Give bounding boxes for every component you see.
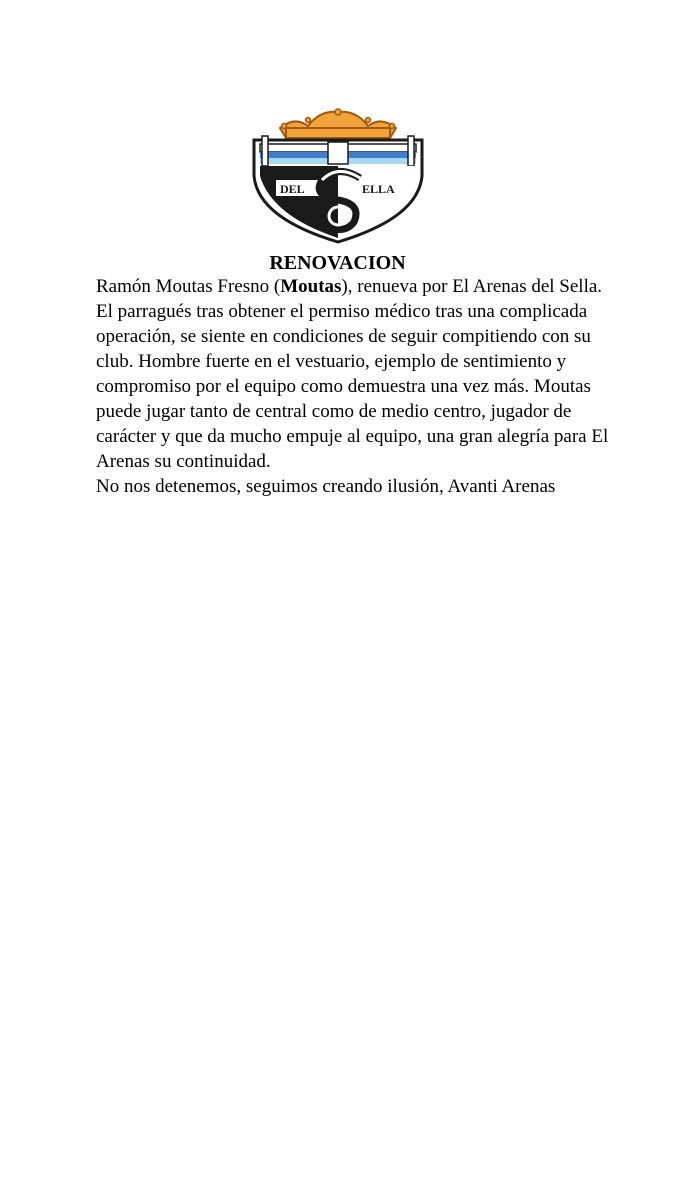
crest-text-right: ELLA bbox=[362, 182, 395, 196]
player-nickname: Moutas bbox=[280, 276, 342, 297]
club-crest-icon bbox=[250, 106, 426, 244]
paragraph-rest: ), renueva por El Arenas del Sella. El parragués tras obtener el permiso médico tras una complicada operación, se siente en condiciones de seguir compitiendo con su club. Hombre fuerte en el vestuario, ejemplo de sentimiento y compromiso por el equipo como demuestra una vez más. Moutas puede jugar tanto de central como de medio centro, jugador de carácter y que da mucho empuje al equipo, una gran alegría para El Arenas su continuidad. bbox=[96, 276, 609, 472]
paragraph-renewal bbox=[96, 274, 616, 474]
crown-icon bbox=[280, 109, 396, 138]
paragraph-closing: No nos detenemos, seguimos creando ilusión, Avanti Arenas bbox=[96, 476, 556, 497]
paragraph-intro: Ramón Moutas Fresno ( bbox=[96, 276, 281, 297]
crest-text-left: DEL bbox=[280, 182, 305, 196]
article-body bbox=[96, 274, 616, 499]
page-title: RENOVACION bbox=[269, 252, 406, 274]
